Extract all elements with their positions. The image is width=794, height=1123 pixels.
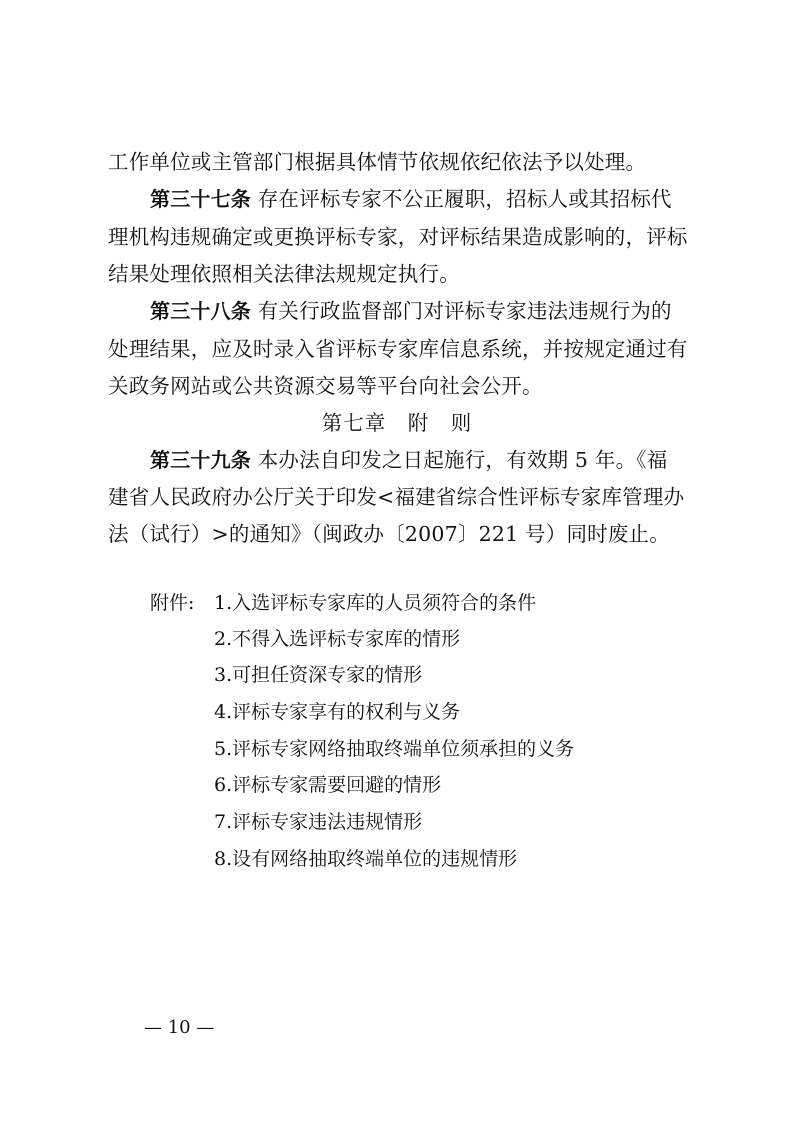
attachment-item: 6.评标专家需要回避的情形 bbox=[214, 774, 442, 796]
attachment-item: 4.评标专家享有的权利与义务 bbox=[214, 701, 461, 723]
article-37-line-3: 结果处理依照相关法律法规规定执行。 bbox=[108, 262, 460, 286]
attachments-label: 附件: bbox=[150, 592, 195, 614]
article-39-line-2: 建省人民政府办公厅关于印发<福建省综合性评标专家库管理办 bbox=[108, 485, 685, 509]
article-38-line-2: 处理结果，应及时录入省评标专家库信息系统，并按规定通过有 bbox=[108, 337, 688, 361]
attachment-item: 8.设有网络抽取终端单位的违规情形 bbox=[214, 848, 518, 870]
article-39-line-3: 法（试行）>的通知》（闽政办〔2007〕221 号）同时废止。 bbox=[108, 522, 670, 546]
attachment-item: 2.不得入选评标专家库的情形 bbox=[214, 628, 461, 650]
article-38-text: 有关行政监督部门对评标专家违法违规行为的 bbox=[251, 299, 672, 323]
article-37-line-1 bbox=[150, 186, 698, 212]
article-37-line-2: 理机构违规确定或更换评标专家，对评标结果造成影响的，评标 bbox=[108, 225, 688, 249]
paragraph-line: 工作单位或主管部门根据具体情节依规依纪依法予以处理。 bbox=[108, 150, 647, 174]
attachment-item: 7.评标专家违法违规情形 bbox=[214, 811, 423, 833]
page-number: — 10 — bbox=[144, 1017, 215, 1038]
attachment-item: 5.评标专家网络抽取终端单位须承担的义务 bbox=[214, 738, 575, 760]
article-39-title: 第三十九条 bbox=[150, 448, 251, 472]
attachment-item: 3.可担任资深专家的情形 bbox=[214, 664, 423, 686]
article-39-line-1 bbox=[150, 447, 698, 473]
article-37-text: 存在评标专家不公正履职，招标人或其招标代 bbox=[251, 187, 672, 211]
article-37-title: 第三十七条 bbox=[150, 187, 251, 211]
article-38-line-3: 关政务网站或公共资源交易等平台向社会公开。 bbox=[108, 374, 543, 398]
article-39-text: 本办法自印发之日起施行，有效期 5 年。《福 bbox=[251, 448, 668, 472]
article-38-title: 第三十八条 bbox=[150, 299, 251, 323]
chapter-title: 第七章 附 则 bbox=[321, 411, 473, 435]
article-38-line-1 bbox=[150, 298, 698, 324]
attachment-item: 1.入选评标专家库的人员须符合的条件 bbox=[214, 592, 537, 614]
